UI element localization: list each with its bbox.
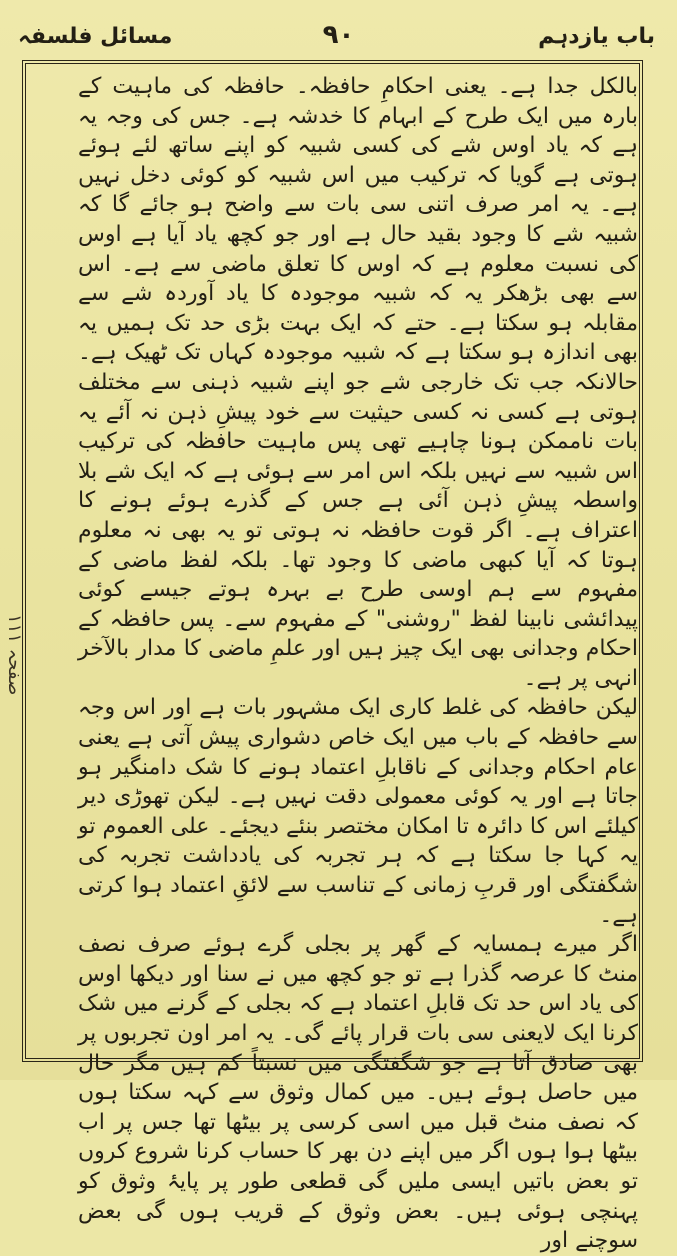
paragraph: بالکل جدا ہے۔ یعنی احکامِ حافظہ۔ حافظہ کی ماہیت کے بارہ میں ایک طرح کے ابہام کا خدشہ ہے۔ جس کی وجہ یہ ہے کہ یاد اوس شے کی کسی شبیہ کو اپنے ساتھ لئے ہوئے ہوتی ہے گویا کہ ترکیب میں اس شبیہ کو کوئی دخل نہیں ہے۔ یہ امر صرف اتنی سی بات سے واضح ہو جائے گا کہ شبیہ شے کا وجود بقید حال ہے اور جو کچھ یاد آیا ہے اوس کی نسبت معلوم ہے کہ اوس کا تعلق ماضی سے ہے۔ اس سے بھی بڑھکر یہ کہ شبیہ موجودہ کا یاد آوردہ شے سے مقابلہ ہو سکتا ہے۔ حتے کہ ایک بہت بڑی حد تک ہمیں یہ بھی اندازہ ہو سکتا ہے کہ شبیہ موجودہ کہاں تک ٹھیک ہے۔ حالانکہ جب تک خارجی شے جو اپنے شبیہ ذہنی سے مختلف ہوتی ہے کسی نہ کسی حیثیت سے خود پیشِ ذہن نہ آئے یہ بات ناممکن ہونا چاہیے تھی پس ماہیت حافظہ کی ترکیب اس شبیہ سے نہیں بلکہ اس امر سے ہوئی ہے کہ ایک شے بلا واسطہ پیشِ ذہن آئی ہے جس کے گذرے ہوئے ہونے کا اعتراف ہے۔ اگر قوت حافظہ نہ ہوتی تو یہ بھی نہ معلوم ہوتا کہ آیا کبھی ماضی کا وجود تھا۔ بلکہ لفظ ماضی کے مفہوم سے ہم اوسی طرح بے بہرہ ہوتے جیسے کوئی پیدائشی نابینا لفظ "روشنی" کے مفہوم سے۔ پس حافظہ کے احکام وجدانی بھی ایک چیز ہیں اور علمِ ماضی کا مدار بالآخر انہی پر ہے۔ — [78, 74, 638, 691]
paragraph: اگر میرے ہمسایہ کے گھر پر بجلی گرے ہوئے صرف نصف منٹ کا عرصہ گذرا ہے تو جو کچھ میں نے سنا اور دیکھا اوس کی یاد اس حد تک قابلِ اعتماد ہے کہ بجلی کے گرنے میں شک کرنا ایک لایعنی سی بات قرار پائے گی۔ یہ امر اون تجربوں پر بھی صادق آتا ہے جو شگفتگی میں نسبتاً کم ہیں مگر حال میں حاصل ہوئے ہیں۔ میں کمال وثوق سے کہہ سکتا ہوں کہ نصف منٹ قبل میں اسی کرسی پر بیٹھا تھا جس پر اب بیٹھا ہوا ہوں اگر میں اپنے دن بھر کا حساب کرنا شروع کروں تو بعض باتیں ایسی ملیں گی قطعی طور پر پایۂ وثوق کو پہنچی ہوئی ہیں۔ بعض وثوق کے قریب ہوں گی بعض سوچنے اور — [78, 932, 638, 1254]
paragraph: لیکن حافظہ کی غلط کاری ایک مشہور بات ہے اور اس وجہ سے حافظہ کے باب میں ایک خاص دشواری پیش آتی ہے یعنی عام احکام وجدانی کے ناقابلِ اعتماد ہونے کا شک دامنگیر ہو جاتا ہے اور یہ کوئی معمولی دقت نہیں ہے۔ لیکن تھوڑی دیر کیلئے اس کا دائرہ تا امکان مختصر بنئے دیجئے۔ علی العموم تو یہ کہا جا سکتا ہے کہ ہر تجربہ کی یادداشت تجربہ کی شگفتگی اور قربِ زمانی کے تناسب سے لائقِ اعتماد ہوا کرتی ہے۔ — [78, 695, 638, 928]
margin-note: صفحہ ۱۱۱ — [4, 614, 25, 696]
chapter-heading: باب یازدہم — [538, 24, 655, 49]
page-header — [0, 0, 677, 62]
body-text — [78, 72, 638, 1254]
running-title: مسائل فلسفہ — [18, 24, 173, 49]
page-number: ۹۰ — [322, 20, 355, 50]
